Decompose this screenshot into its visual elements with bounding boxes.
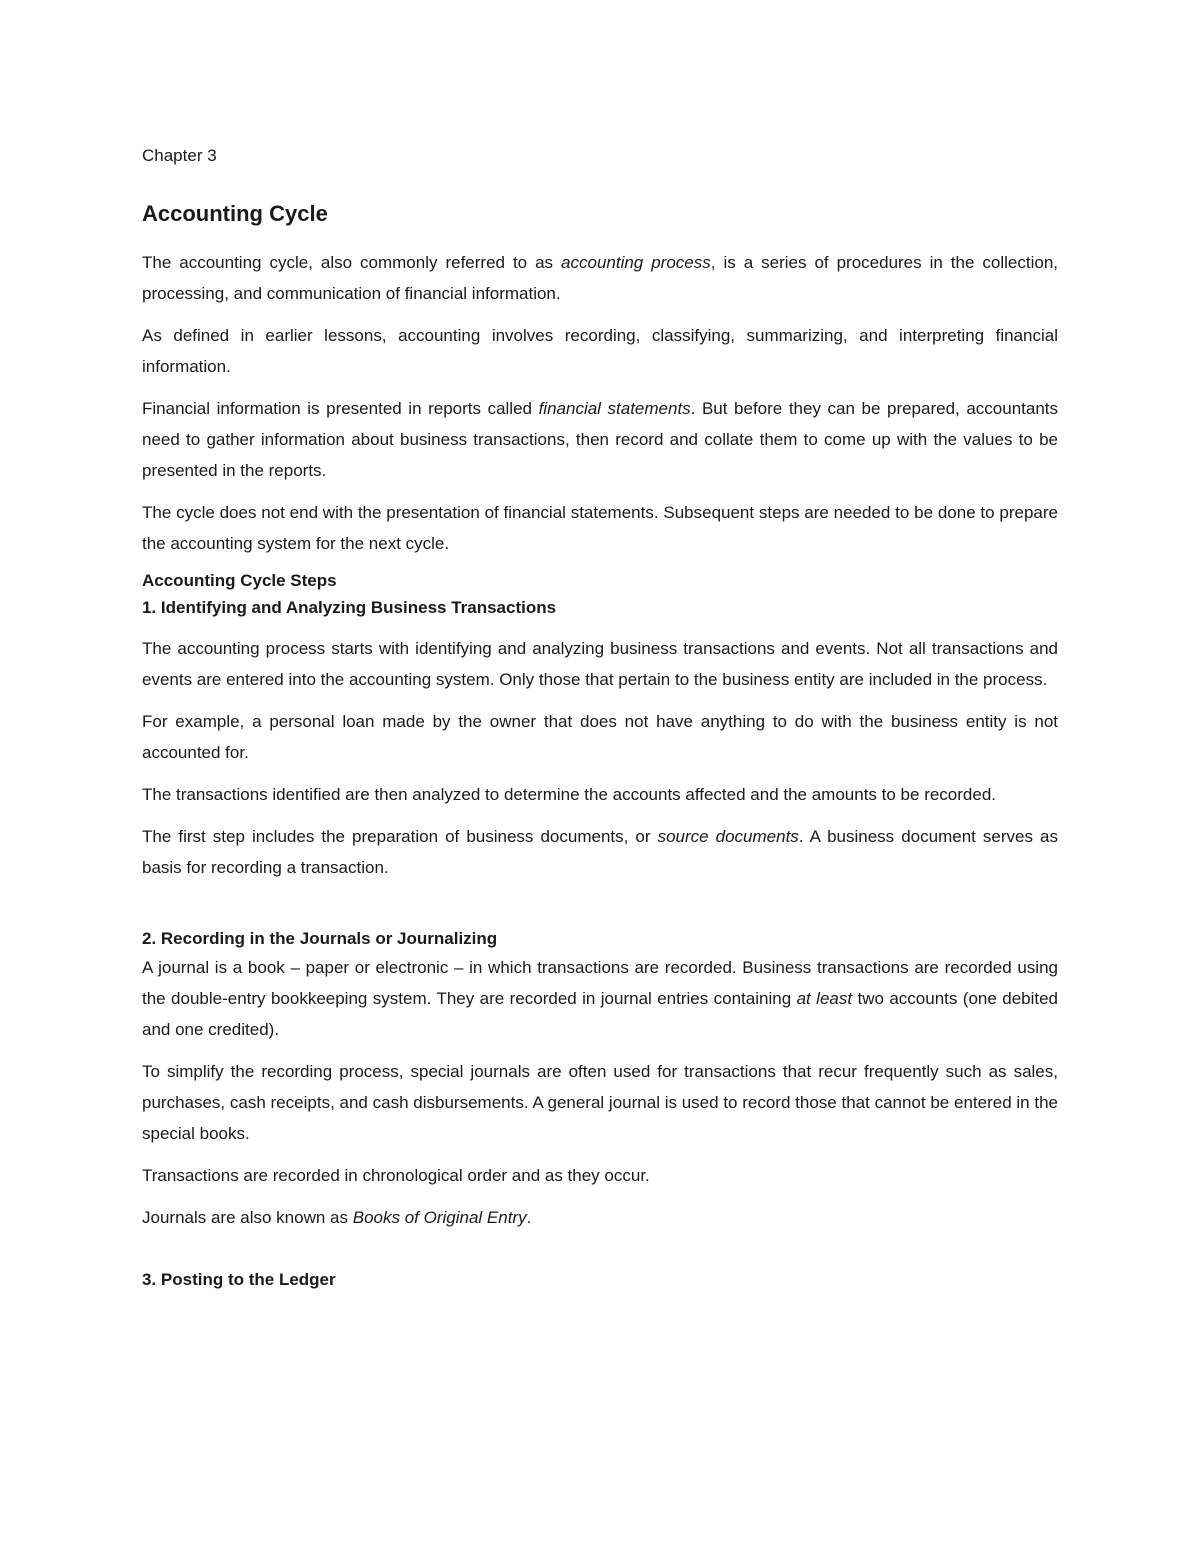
intro-paragraph-2: As defined in earlier lessons, accounting involves recording, classifying, summarizing, and interpreting financial information.	[142, 326, 1058, 376]
page-title: Accounting Cycle	[142, 201, 328, 226]
intro-paragraph-1: The accounting cycle, also commonly referred to as accounting process, is a series of procedures in the collection, processing, and communication of financial information.	[142, 253, 1058, 303]
step2-paragraph-2: To simplify the recording process, special journals are often used for transactions that recur frequently such as sales, purchases, cash receipts, and cash disbursements. A general journal is used to record those that cannot be entered in the special books.	[142, 1062, 1058, 1143]
intro-paragraph-4: The cycle does not end with the presentation of financial statements. Subsequent steps are needed to be done to prepare the accounting system for the next cycle.	[142, 503, 1058, 553]
step1-paragraph-3: The transactions identified are then analyzed to determine the accounts affected and the amounts to be recorded.	[142, 785, 997, 804]
step2-paragraph-3: Transactions are recorded in chronological order and as they occur.	[142, 1166, 650, 1185]
step3-heading: 3. Posting to the Ledger	[142, 1270, 336, 1289]
intro-paragraph-3: Financial information is presented in reports called financial statements. But before they can be prepared, accountants need to gather information about business transactions, then record and collate them to come up with the values to be presented in the reports.	[142, 399, 1059, 480]
step2-paragraph-1: A journal is a book – paper or electronic – in which transactions are recorded. Business transactions are recorded using the double-entry bookkeeping system. They are recorded in journal entries containing at least two accounts (one debited and one credited).	[142, 958, 1059, 1039]
step1-paragraph-1: The accounting process starts with identifying and analyzing business transactions and events. Not all transactions and events are entered into the accounting system. Only those that pertain to the business entity are included in the process.	[142, 639, 1058, 689]
step1-paragraph-2: For example, a personal loan made by the owner that does not have anything to do with the business entity is not accounted for.	[142, 712, 1058, 762]
chapter-label: Chapter 3	[142, 146, 217, 165]
steps-heading: Accounting Cycle Steps	[142, 571, 337, 590]
step2-heading: 2. Recording in the Journals or Journalizing	[142, 929, 498, 948]
step1-heading: 1. Identifying and Analyzing Business Transactions	[142, 598, 557, 617]
step2-paragraph-4: Journals are also known as Books of Original Entry.	[142, 1208, 532, 1227]
document-page	[142, 140, 1058, 1293]
step1-paragraph-4: The first step includes the preparation of business documents, or source documents. A business document serves as basis for recording a transaction.	[142, 827, 1058, 877]
